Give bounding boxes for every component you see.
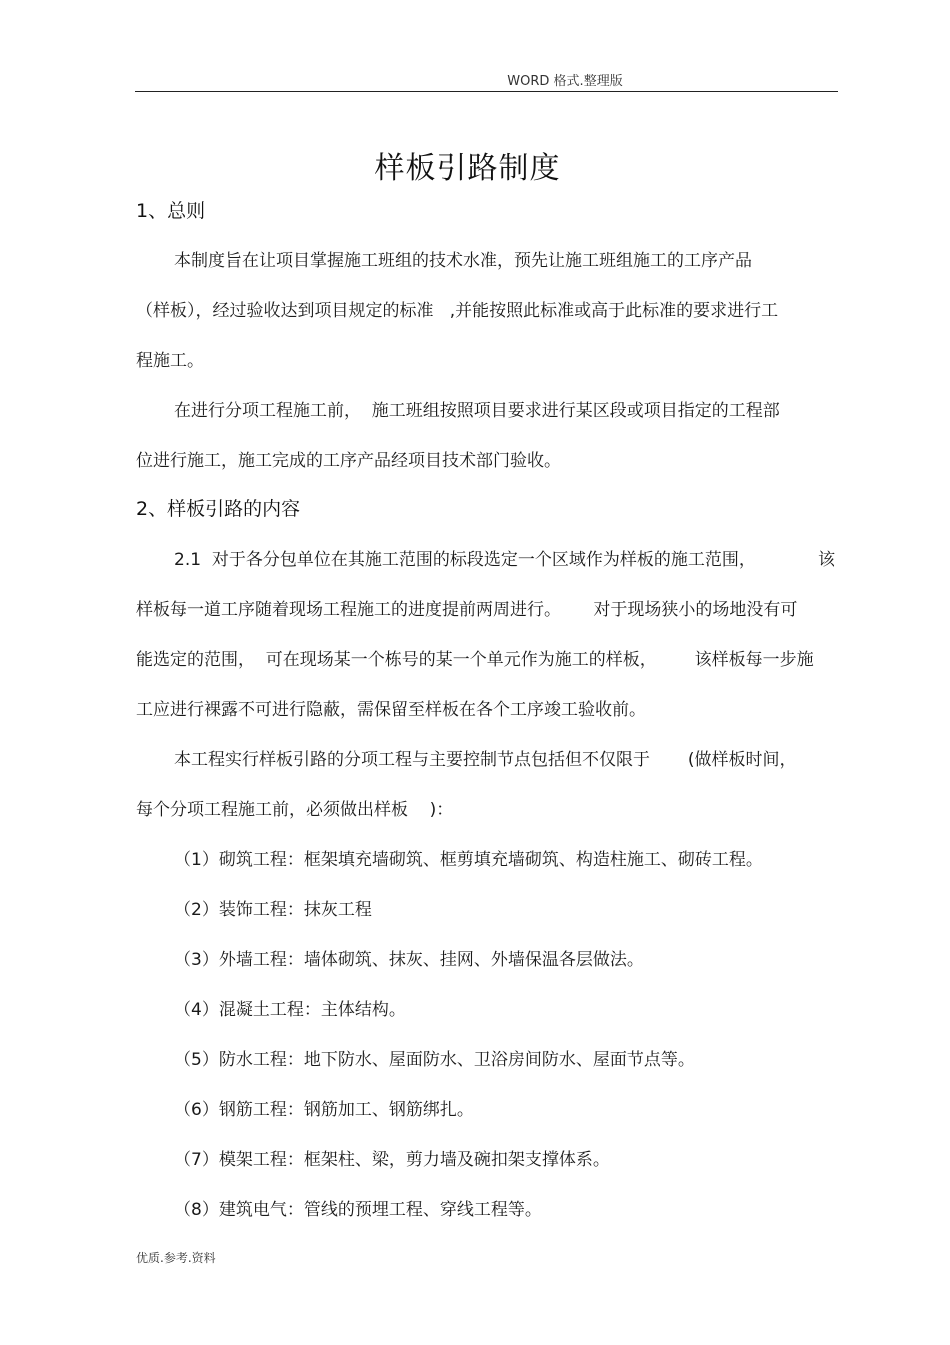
list-item: （6）钢筋工程：钢筋加工、钢筋绑扎。 (174, 1100, 474, 1120)
paragraph-line: 在进行分项工程施工前， 施工班组按照项目要求进行某区段或项目指定的工程部 (174, 401, 780, 421)
paragraph-line: 每个分项工程施工前，必须做出样板 )： (136, 800, 454, 820)
paragraph-line: 程施工。 (136, 351, 204, 371)
list-item: （4）混凝土工程：主体结构。 (174, 1000, 406, 1020)
list-item: （3）外墙工程：墙体砌筑、抹灰、挂网、外墙保温各层做法。 (174, 950, 644, 970)
paragraph-line: 该 (818, 550, 835, 570)
page-header: WORD 格式.整理版 (507, 74, 623, 89)
paragraph-line: 本制度旨在让项目掌握施工班组的技术水准，预先让施工班组施工的工序产品 (174, 251, 752, 271)
paragraph-line: （样板），经过验收达到项目规定的标准 ,并能按照此标准或高于此标准的要求进行工 (136, 301, 779, 321)
paragraph-line: 位进行施工，施工完成的工序产品经项目技术部门验收。 (136, 451, 561, 471)
list-item: （1）砌筑工程：框架填充墙砌筑、框剪填充墙砌筑、构造柱施工、砌砖工程。 (174, 850, 763, 870)
page-footer: 优质.参考.资料 (136, 1251, 216, 1265)
document-title: 样板引路制度 (374, 151, 561, 186)
list-item: （2）装饰工程：抹灰工程 (174, 900, 372, 920)
paragraph-line: 2.1 对于各分包单位在其施工范围的标段选定一个区域作为样板的施工范围， (174, 550, 756, 570)
list-item: （5）防水工程：地下防水、屋面防水、卫浴房间防水、屋面节点等。 (174, 1050, 695, 1070)
section-heading-2: 2、样板引路的内容 (136, 498, 301, 520)
section-heading-1: 1、总则 (136, 200, 206, 222)
paragraph-line: 工应进行裸露不可进行隐蔽，需保留至样板在各个工序竣工验收前。 (136, 700, 646, 720)
paragraph-line: 本工程实行样板引路的分项工程与主要控制节点包括但不仅限于 (做样板时间， (174, 750, 797, 770)
list-item: （7）模架工程：框架柱、梁，剪力墙及碗扣架支撑体系。 (174, 1150, 610, 1170)
paragraph-line: 能选定的范围， 可在现场某一个栋号的某一个单元作为施工的样板， 该样板每一步施 (136, 650, 814, 670)
paragraph-line: 样板每一道工序随着现场工程施工的进度提前两周进行。 对于现场狭小的场地没有可 (136, 600, 798, 620)
header-divider (135, 91, 838, 92)
list-item: （8）建筑电气：管线的预埋工程、穿线工程等。 (174, 1200, 542, 1220)
